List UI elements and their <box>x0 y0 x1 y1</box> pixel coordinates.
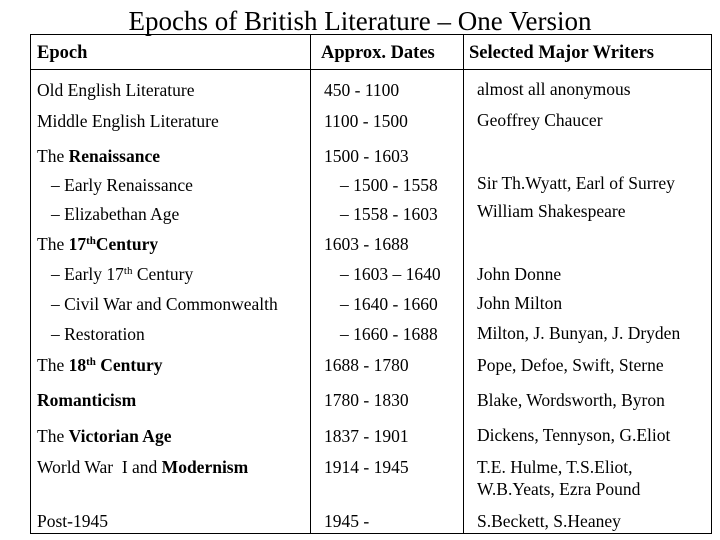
dates-romanticism: 1780 - 1830 <box>324 390 409 410</box>
epoch-victorian-age: The Victorian Age <box>37 426 172 446</box>
epoch-elizabethan-age: – Elizabethan Age <box>51 204 180 224</box>
dates-old-english: 450 - 1100 <box>324 80 400 100</box>
writers-18th-century: Pope, Defoe, Swift, Sterne <box>477 355 664 375</box>
dates-restoration: – 1660 - 1688 <box>340 324 438 344</box>
epoch-renaissance: The Renaissance <box>37 146 160 166</box>
page-title: Epochs of British Literature – One Version <box>128 6 592 36</box>
epoch-early-17th-century: – Early 17th Century <box>51 264 194 284</box>
dates-early-renaissance: – 1500 - 1558 <box>340 175 438 195</box>
writers-elizabethan-age: William Shakespeare <box>477 201 626 221</box>
header-epoch: Epoch <box>37 43 88 63</box>
dates-18th-century: 1688 - 1780 <box>324 355 409 375</box>
writers-early-17th-century: John Donne <box>477 264 562 284</box>
epoch-18th-century: The 18th Century <box>37 355 163 375</box>
epoch-post-1945: Post-1945 <box>37 511 108 531</box>
epoch-old-english: Old English Literature <box>37 80 195 100</box>
dates-renaissance: 1500 - 1603 <box>324 146 409 166</box>
dates-17th-century: 1603 - 1688 <box>324 234 409 254</box>
dates-middle-english: 1100 - 1500 <box>324 111 408 131</box>
epoch-17th-century: The 17thCentury <box>37 234 159 254</box>
header-dates: Approx. Dates <box>321 43 435 63</box>
epoch-early-renaissance: – Early Renaissance <box>51 175 193 195</box>
dates-early-17th-century: – 1603 – 1640 <box>340 264 441 284</box>
dates-elizabethan-age: – 1558 - 1603 <box>340 204 438 224</box>
writers-post-1945: S.Beckett, S.Heaney <box>477 511 621 531</box>
header-writers: Selected Major Writers <box>469 43 654 63</box>
header-divider <box>31 69 711 70</box>
epochs-table <box>30 34 712 534</box>
writers-romanticism: Blake, Wordsworth, Byron <box>477 390 665 410</box>
epoch-civil-war: – Civil War and Commonwealth <box>51 294 278 314</box>
epoch-romanticism: Romanticism <box>37 390 137 410</box>
column-divider-dates <box>310 35 311 533</box>
writers-early-renaissance: Sir Th.Wyatt, Earl of Surrey <box>477 173 675 193</box>
epoch-modernism: World War I and Modernism <box>37 457 249 477</box>
writers-civil-war: John Milton <box>477 293 563 313</box>
dates-civil-war: – 1640 - 1660 <box>340 294 438 314</box>
writers-old-english: almost all anonymous <box>477 79 631 99</box>
epoch-middle-english: Middle English Literature <box>37 111 219 131</box>
dates-victorian-age: 1837 - 1901 <box>324 426 409 446</box>
writers-middle-english: Geoffrey Chaucer <box>477 110 603 130</box>
epoch-restoration: – Restoration <box>51 324 145 344</box>
column-divider-writers <box>463 35 464 533</box>
writers-restoration: Milton, J. Bunyan, J. Dryden <box>477 323 681 343</box>
writers-modernism: T.E. Hulme, T.S.Eliot, W.B.Yeats, Ezra Pound <box>477 457 641 499</box>
writers-victorian-age: Dickens, Tennyson, G.Eliot <box>477 425 671 445</box>
dates-modernism: 1914 - 1945 <box>324 457 409 477</box>
dates-post-1945: 1945 - <box>324 511 370 531</box>
